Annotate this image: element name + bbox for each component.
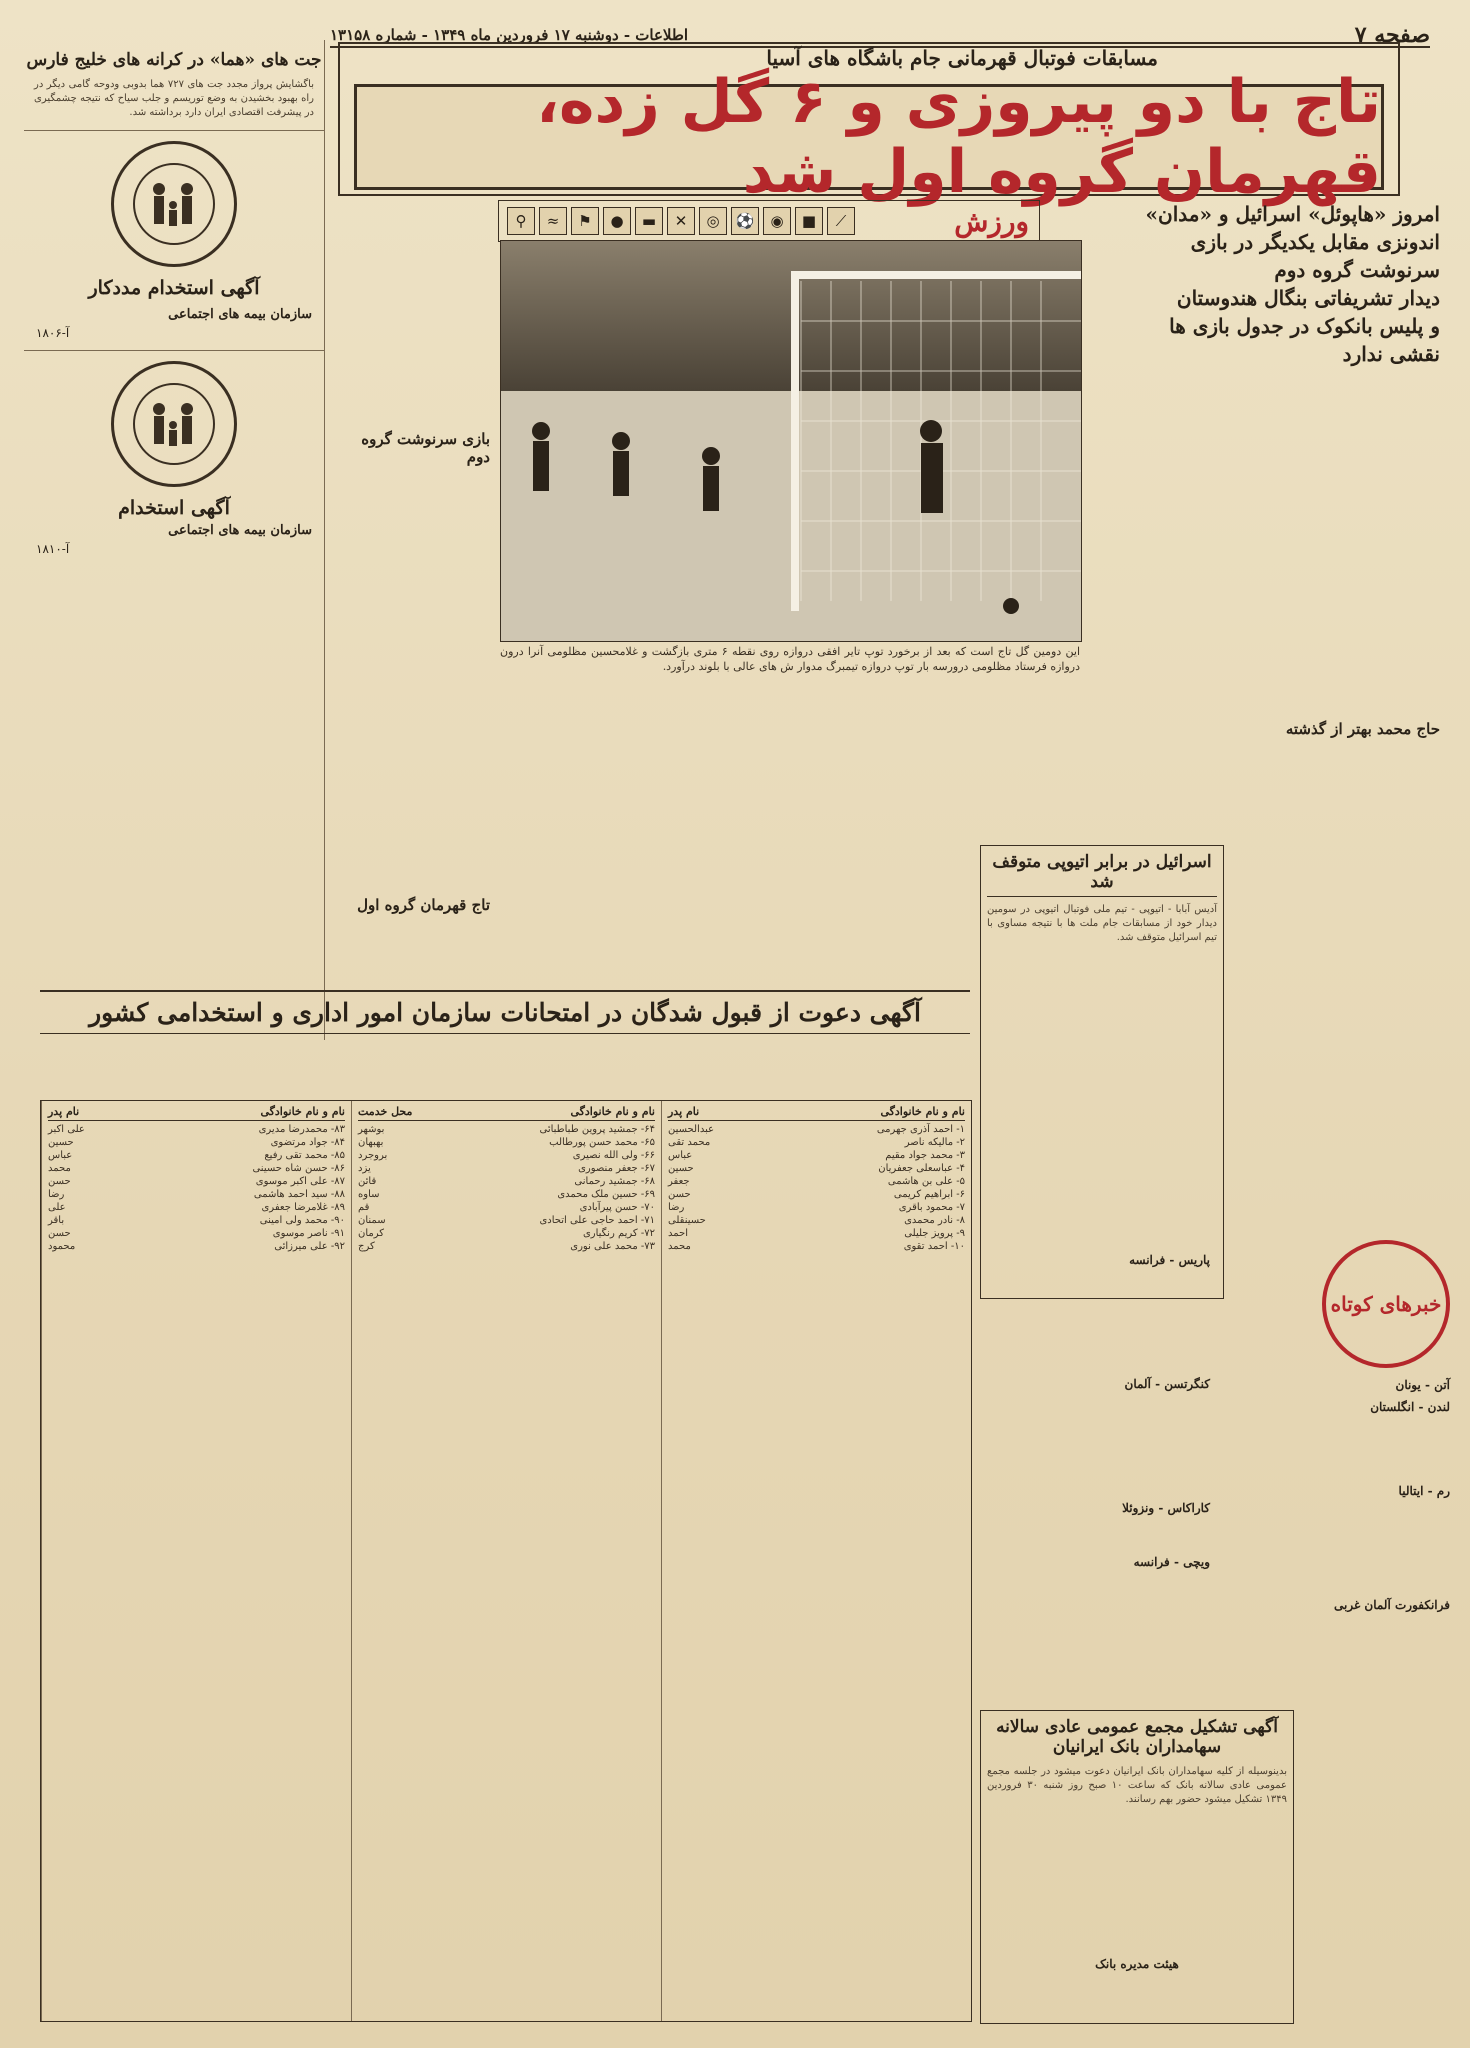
- exam-section: [661, 1101, 971, 2021]
- bank-ad-text: بدینوسیله از کلیه سهامداران بانک ایرانیان دعوت میشود در جلسه مجمع عمومی عادی سالانه بانک که ساعت ۱۰ صبح روز شنبه ۳۰ فروردین ۱۳۴۹ تشکیل میشود حضور بهم رسانند.: [987, 1766, 1287, 1805]
- subhead-line: و پلیس بانکوک در جدول بازی ها: [1169, 314, 1440, 338]
- table-row: ۱- احمد آذری جهرمی عبدالحسین: [668, 1124, 965, 1135]
- header-name: نام و نام خانوادگی: [570, 1105, 655, 1118]
- right-article: [1110, 340, 1440, 742]
- boxing-icon: ■: [795, 207, 823, 235]
- wrestling-icon: ✕: [667, 207, 695, 235]
- table-row: ۹۲- علی میرزائی محمود: [48, 1241, 345, 1252]
- brief-item: آتن - یونان: [1395, 1378, 1450, 1392]
- table-row: ۶۴- جمشید پروین طباطبائی بوشهر: [358, 1124, 655, 1135]
- ad2-code: آ-۱۸۱۰: [36, 542, 70, 556]
- brief-item: ویچی - فرانسه: [1133, 1555, 1210, 1569]
- left-column: [24, 40, 325, 1040]
- sport-banner: [498, 200, 1040, 242]
- header-name: نام و نام خانوادگی: [260, 1105, 345, 1118]
- table-row: ۸۳- محمدرضا مدیری علی اکبر: [48, 1124, 345, 1135]
- subhead-line: امروز «هاپوئل» اسرائیل و «مدان»: [1145, 202, 1440, 226]
- exam-header: [358, 1105, 655, 1121]
- table-row: ۹- پرویز جلیلی احمد: [668, 1228, 965, 1239]
- israel-text: آدیس آبابا - اتیوپی - تیم ملی فوتبال اتیوپی در سومین دیدار خود از مسابقات جام ملت ها با نتیجه مساوی با تیم اسرائیل متوقف شد.: [987, 904, 1217, 943]
- goal-photo-illustration: [501, 241, 1081, 641]
- football-icon: ⚽: [731, 207, 759, 235]
- ball-icon: ●: [603, 207, 631, 235]
- table-row: ۷۱- احمد حاجی علی اتحادی سمنان: [358, 1215, 655, 1226]
- exam-section: [351, 1101, 661, 2021]
- brief-item: کاراکاس - ونزوئلا: [1122, 1501, 1210, 1515]
- table-row: ۶۸- جمشید رحمانی قائن: [358, 1176, 655, 1187]
- brief-item: کنگرتسن - آلمان: [1124, 1377, 1210, 1391]
- divider: [24, 130, 324, 131]
- table-row: ۲- مالیکه ناصر محمد تقی: [668, 1137, 965, 1148]
- table-row: ۷۰- حسن پیرآبادی قم: [358, 1202, 655, 1213]
- table-row: ۷۳- محمد علی نوری کرج: [358, 1241, 655, 1252]
- exam-header: [668, 1105, 965, 1121]
- subhead-line: دیدار تشریفاتی بنگال هندوستان: [1176, 286, 1440, 310]
- table-row: ۷۲- کریم رنگیاری کرمان: [358, 1228, 655, 1239]
- headline-kicker: مسابقات فوتبال قهرمانی جام باشگاه های آسیا: [766, 46, 1158, 70]
- exam-section: [41, 1101, 351, 2021]
- table-row: ۳- محمد جواد مقیم عباس: [668, 1150, 965, 1161]
- header-location: محل خدمت: [358, 1105, 413, 1118]
- gulf-article-text: باگشایش پرواز مجدد جت های ۷۲۷ هما بدوبی ودوحه گامی دیگر در راه بهبود بخشیدن به وضع توریسم و جلب سیاح که نتیجه چشمگیری در پیشرفت اقتصادی ایران دارد برداشته شد.: [34, 79, 314, 118]
- family-icon: [129, 159, 219, 249]
- bank-ad-signature: هیئت مدیره بانک: [1095, 1957, 1179, 1971]
- exam-ad-title: آگهی دعوت از قبول شدگان در امتحانات سازمان امور اداری و استخدامی کشور: [40, 990, 970, 1034]
- table-row: ۶۵- محمد حسن پورطالب بهبهان: [358, 1137, 655, 1148]
- subhead-line: نقشی ندارد: [1342, 342, 1440, 366]
- table-row: ۹۱- ناصر موسوی حسن: [48, 1228, 345, 1239]
- table-row: ۷- محمود باقری رضا: [668, 1202, 965, 1213]
- match-photo: [500, 240, 1082, 642]
- ad2-title: آگهی استخدام: [118, 497, 230, 519]
- exam-header: [48, 1105, 345, 1121]
- tennis-icon: ◎: [699, 207, 727, 235]
- main-headline: تاج با دو پیروزی و ۶ گل زده، قهرمان گروه اول شد: [354, 84, 1384, 190]
- short-news-badge: خبرهای کوتاه: [1322, 1240, 1450, 1368]
- issue-line: اطلاعات - دوشنبه ۱۷ فروردین ماه ۱۳۴۹ - شماره ۱۳۱۵۸: [330, 26, 688, 44]
- israel-article-box: [980, 845, 1224, 1299]
- group2-title: بازی سرنوشت گروه دوم: [361, 430, 490, 466]
- sport-icons: [499, 207, 863, 235]
- table-row: ۶۹- حسین ملک محمدی ساوه: [358, 1189, 655, 1200]
- table-row: ۸۷- علی اکبر موسوی حسن: [48, 1176, 345, 1187]
- headline-box: [338, 42, 1400, 207]
- table-row: ۱۰- احمد تقوی محمد: [668, 1241, 965, 1252]
- divider: [24, 350, 324, 351]
- ad2-org: سازمان بیمه های اجتماعی: [168, 523, 312, 538]
- table-row: ۸۵- محمد تقی رفیع عباس: [48, 1150, 345, 1161]
- bicycle-icon: ⚲: [507, 207, 535, 235]
- table-row: ۵- علی بن هاشمی جعفر: [668, 1176, 965, 1187]
- table-row: ۶- ابراهیم کریمی حسن: [668, 1189, 965, 1200]
- header-name: نام و نام خانوادگی: [880, 1105, 965, 1118]
- short-news-column: [1300, 1370, 1450, 1616]
- middle-column: [340, 200, 490, 914]
- social-security-logo: [111, 141, 237, 267]
- page-number: صفحه ۷: [1354, 22, 1430, 48]
- weight-icon: ▬: [635, 207, 663, 235]
- ad1-org: سازمان بیمه های اجتماعی: [168, 307, 312, 322]
- brief-item: رم - ایتالیا: [1398, 1484, 1450, 1498]
- table-row: ۸۶- حسن شاه حسینی محمد: [48, 1163, 345, 1174]
- skiing-icon: ⟋: [827, 207, 855, 235]
- brief-item: لندن - انگلستان: [1370, 1400, 1450, 1414]
- table-row: ۹۰- محمد ولی امینی باقر: [48, 1215, 345, 1226]
- header-father: نام پدر: [48, 1105, 80, 1118]
- social-security-logo-2: [111, 361, 237, 487]
- ad1-title: آگهی استخدام مددکار: [88, 277, 260, 299]
- brief-item: فرانکفورت آلمان غربی: [1333, 1598, 1450, 1612]
- short-news-continued: [980, 1245, 1210, 1573]
- brief-item: پاریس - فرانسه: [1129, 1253, 1210, 1267]
- subhead-line: سرنوشت گروه دوم: [1274, 258, 1440, 282]
- subhead-line: اندونزی مقابل یکدیگر در بازی: [1190, 230, 1440, 254]
- table-row: ۸۹- غلامرضا جعفری علی: [48, 1202, 345, 1213]
- bank-ad: [980, 1710, 1294, 2024]
- table-row: ۶۷- جعفر منصوری یزد: [358, 1163, 655, 1174]
- table-row: ۴- عباسعلی جعفریان حسین: [668, 1163, 965, 1174]
- family-icon: [129, 379, 219, 469]
- ad1-code: آ-۱۸۰۶: [36, 326, 70, 340]
- table-row: ۶۶- ولی الله نصیری بروجرد: [358, 1150, 655, 1161]
- champion-title: تاج قهرمان گروه اول: [357, 896, 490, 914]
- running-icon: ⚑: [571, 207, 599, 235]
- photo-caption: این دومین گل تاج است که بعد از برخورد توپ تایر افقی دروازه روی نقطه ۶ متری بازگشت و غلامحسین مظلومی آنرا درون دروازه فرستاد مظلومی درورسه بار توپ دروازه تیمبرگ مدوار ش های عالی با بلوند درآورد.: [500, 645, 1081, 673]
- table-row: ۸- نادر محمدی حسینقلی: [668, 1215, 965, 1226]
- swimming-icon: ≈: [539, 207, 567, 235]
- gulf-article-title: جت های «هما» در کرانه های خلیج فارس: [26, 50, 322, 70]
- sport-label: ورزش: [954, 204, 1029, 238]
- basketball-icon: ◉: [763, 207, 791, 235]
- israel-title: اسرائیل در برابر اتیوپی متوقف شد: [987, 852, 1217, 897]
- table-row: ۸۸- سید احمد هاشمی رضا: [48, 1189, 345, 1200]
- hajj-title: حاج محمد بهتر از گذشته: [1285, 720, 1440, 738]
- exam-table: [40, 1100, 972, 2022]
- table-row: ۸۴- جواد مرتضوی حسین: [48, 1137, 345, 1148]
- bank-ad-title: آگهی تشکیل مجمع عمومی عادی سالانه سهامداران بانک ایرانیان: [996, 1717, 1278, 1757]
- header-father: نام پدر: [668, 1105, 700, 1118]
